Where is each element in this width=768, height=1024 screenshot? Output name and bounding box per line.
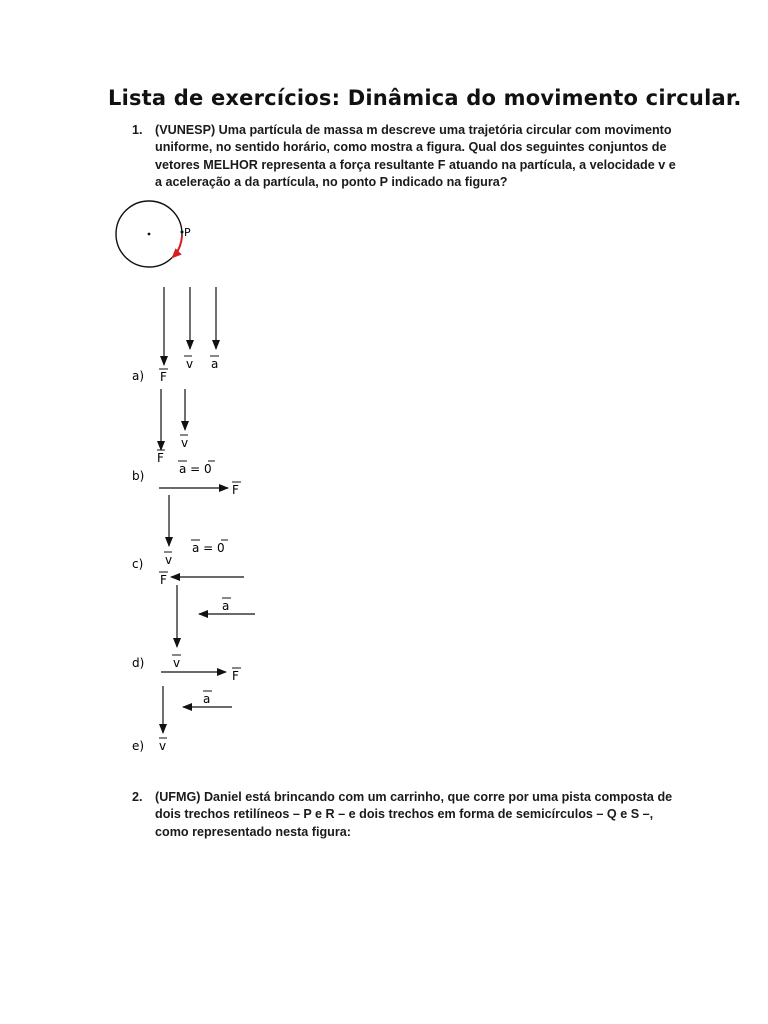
option-letter: b) — [132, 469, 145, 483]
label-a-zero: a = 0 — [179, 462, 212, 476]
question-line: (VUNESP) Uma partícula de massa m descreve uma trajetória circular com movimento — [155, 123, 672, 137]
label-a: a — [211, 357, 219, 371]
option-letter: e) — [132, 739, 145, 753]
label-v: v — [181, 436, 189, 450]
option-e — [132, 686, 167, 753]
label-f: F — [160, 370, 167, 384]
point-p-label: P — [184, 226, 191, 239]
option-letter: d) — [132, 656, 145, 670]
question-line: uniforme, no sentido horário, como mostra a figura. Qual dos seguintes conjuntos de — [155, 140, 667, 155]
label-f: F — [232, 669, 239, 683]
option-b — [132, 389, 241, 497]
label-a: a — [203, 692, 211, 706]
clockwise-arrow — [173, 236, 182, 257]
label-v: v — [165, 553, 173, 567]
label-f: F — [232, 483, 239, 497]
question-line: (UFMG) Daniel está brincando com um carrinho, que corre por uma pista composta de — [155, 790, 673, 804]
question-number: 1. — [132, 123, 143, 137]
circle-figure — [116, 201, 191, 267]
option-letter: a) — [132, 369, 145, 383]
question-line: como representado nesta figura: — [155, 824, 351, 839]
question-line: dois trechos retilíneos – P e R – e dois trechos em forma de semicírculos – Q e S –, — [155, 807, 654, 822]
label-f: F — [157, 451, 164, 465]
option-c — [132, 495, 255, 614]
center-point — [148, 233, 151, 236]
option-letter: c) — [132, 557, 144, 571]
label-v: v — [159, 739, 167, 753]
label-f: F — [160, 573, 167, 587]
label-v: v — [186, 357, 194, 371]
question-line: vetores MELHOR representa a força resultante F atuando na partícula, a velocidade v e — [155, 157, 676, 172]
label-a-zero: a = 0 — [192, 541, 225, 555]
question-number: 2. — [132, 790, 143, 804]
question-line: a aceleração a da partícula, no ponto P indicado na figura? — [155, 174, 508, 189]
label-v: v — [173, 656, 181, 670]
option-a — [132, 287, 219, 384]
page-title: Lista de exercícios: Dinâmica do movimento circular. — [108, 86, 742, 110]
label-a: a — [222, 599, 230, 613]
